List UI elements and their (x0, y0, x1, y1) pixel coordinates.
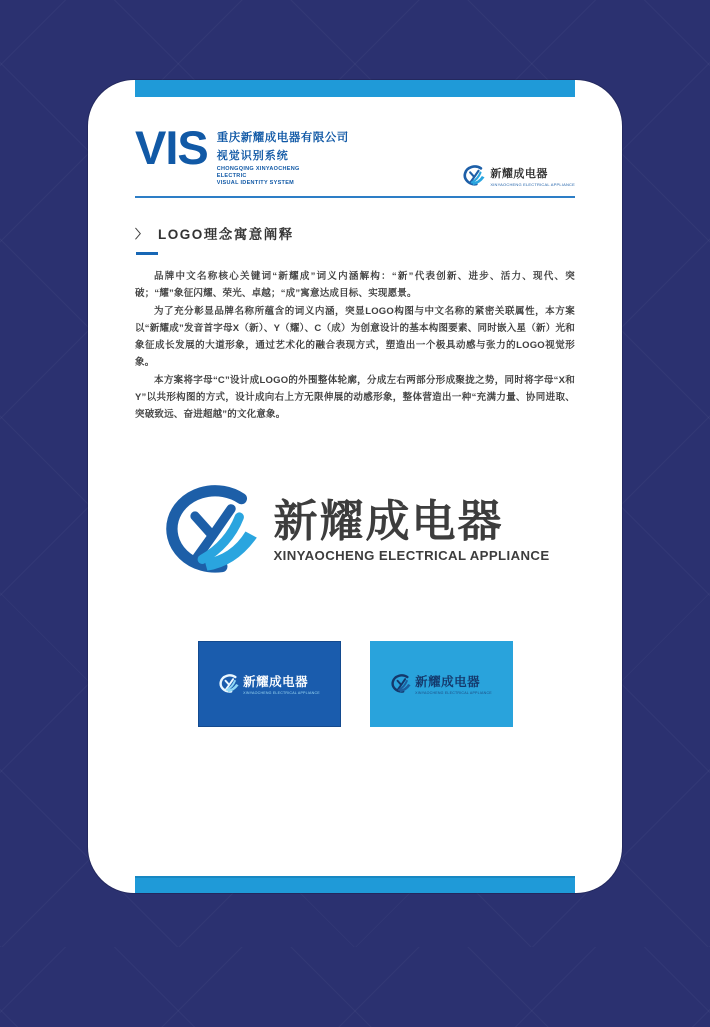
paragraph-2: 为了充分彰显品牌名称所蕴含的词义内涵，突显LOGO构图与中文名称的紧密关联属性，本方案以“新耀成”发音首字母X（新）、Y（耀）、C（成）为创意设计的基本构图要素、同时嵌入星（新）光和象征成长发展的大道形象，通过艺术化的融合表现方式，塑造出一个极具动感与张力的LOGO视觉形象。 (135, 305, 575, 369)
main-logo-name-en: XINYAOCHENG ELECTRICAL APPLIANCE (273, 548, 550, 564)
main-logo-lockup (135, 484, 575, 579)
brand-logo-mark-icon (390, 674, 412, 694)
brand-logo-mark-icon (160, 484, 263, 579)
company-name-cn: 重庆新耀成电器有限公司 (216, 132, 349, 144)
company-en-line: ELECTRIC (216, 173, 247, 179)
header-divider (135, 196, 575, 198)
section-title-underline (136, 252, 158, 255)
brand-logo-mark-icon (218, 674, 240, 694)
vis-logotype: VIS (135, 121, 208, 174)
paragraph-3: 本方案将字母“C”设计成LOGO的外围整体轮廓，分成左右两部分形成聚拢之势，同时将字母“X和Y”以共形构图的方式，设计成向右上方无限伸展的动感形象，整体营造出一种“充满力量、协同进取、突破致远、奋进超越”的文化意象。 (135, 374, 575, 421)
logo-color-swatches (135, 641, 575, 727)
swatch-logo-name-en: XINYAOCHENG ELECTRICAL APPLIANCE (243, 691, 320, 696)
swatch-light-blue (370, 641, 513, 727)
company-name-en (217, 166, 349, 187)
swatch-logo-name-cn: 新耀成电器 (415, 675, 481, 690)
paragraph-1: 品牌中文名称核心关键词“新耀成”词义内涵解构：“新”代表创新、进步、活力、现代、突破；“耀”象征闪耀、荣光、卓越；“成”寓意达成目标、实现愿景。 (135, 271, 575, 300)
corner-logo-text (490, 165, 575, 187)
company-en-line: VISUAL IDENTITY SYSTEM (216, 180, 295, 186)
swatch-logo-lockup (218, 672, 320, 695)
body-text (135, 268, 575, 424)
main-logo-text (273, 499, 549, 563)
swatch-dark-blue (198, 641, 341, 727)
corner-logo-name-cn: 新耀成电器 (490, 168, 548, 180)
vi-manual-page (88, 80, 622, 893)
section-header (135, 223, 575, 243)
system-name-cn: 视觉识别系统 (216, 150, 289, 162)
corner-logo-name-en: XINYAOCHENG ELECTRICAL APPLIANCE (490, 182, 575, 187)
vis-header-text (217, 128, 349, 187)
swatch-logo-name-en: XINYAOCHENG ELECTRICAL APPLIANCE (415, 691, 492, 696)
section-title: LOGO理念寓意阐释 (158, 227, 294, 242)
swatch-logo-name-cn: 新耀成电器 (243, 675, 309, 690)
company-en-line: CHONGQING XINYAOCHENG (216, 166, 300, 172)
swatch-logo-lockup (390, 672, 492, 695)
swatch-logo-text (243, 672, 320, 695)
page-content (88, 80, 622, 893)
page-header (135, 121, 575, 187)
corner-brand-logo (462, 165, 575, 187)
section-arrow-icon: 〉 (135, 226, 148, 241)
bottom-accent-bar (135, 876, 575, 893)
brand-logo-mark-icon (462, 165, 486, 187)
swatch-logo-text (415, 672, 492, 695)
main-logo-name-cn: 新耀成电器 (273, 497, 504, 547)
